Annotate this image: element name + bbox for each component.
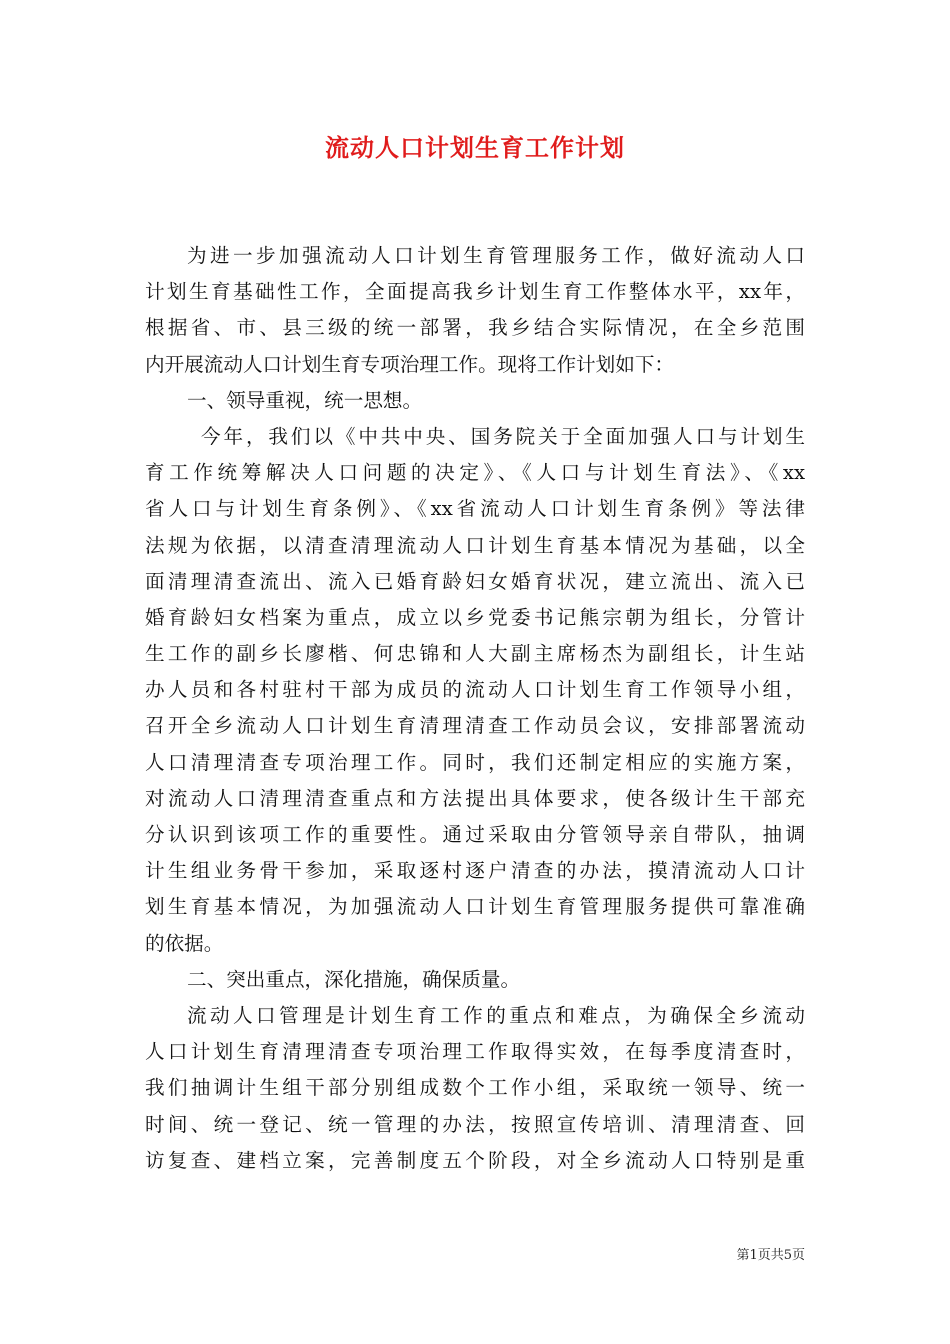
text-line: 今年，我们以《中共中央、国务院关于全面加强人口与计划生 (201, 424, 805, 448)
text-line: 计生组业务骨干参加，采取逐村逐户清查的办法，摸清流动人口计 (145, 859, 805, 883)
document-title: 流动人口计划生育工作计划 (325, 133, 625, 162)
text-line: 我们抽调计生组干部分别组成数个工作小组，采取统一领导、统一 (145, 1076, 805, 1100)
text-line: 计划生育基础性工作，全面提高我乡计划生育工作整体水平，xx年， (145, 280, 805, 304)
text-line: 二、突出重点，深化措施，确保质量。 (187, 967, 521, 991)
text-line: 法规为依据，以清查清理流动人口计划生育基本情况为基础，以全 (145, 533, 805, 557)
page-footer: 第1页共5页 (736, 1248, 805, 1263)
text-line: 一、领导重视，统一思想。 (187, 388, 423, 412)
text-line: 为进一步加强流动人口计划生育管理服务工作，做好流动人口 (187, 244, 805, 267)
text-line: 人口清理清查专项治理工作。同时，我们还制定相应的实施方案， (145, 750, 805, 774)
text-line: 对流动人口清理清查重点和方法提出具体要求，使各级计生干部充 (145, 786, 805, 810)
text-line: 召开全乡流动人口计划生育清理清查工作动员会议，安排部署流动 (145, 714, 805, 738)
text-line: 生工作的副乡长廖楷、何忠锦和人大副主席杨杰为副组长，计生站 (145, 642, 805, 666)
text-line: 的依据。 (145, 931, 224, 955)
text-line: 根据省、市、县三级的统一部署，我乡结合实际情况，在全乡范围 (145, 316, 805, 340)
text-line: 办人员和各村驻村干部为成员的流动人口计划生育工作领导小组， (145, 678, 805, 702)
text-line: 划生育基本情况，为加强流动人口计划生育管理服务提供可靠准确 (145, 895, 805, 919)
text-line: 省人口与计划生育条例》、《xx省流动人口计划生育条例》等法律 (145, 497, 805, 521)
text-line: 时间、统一登记、统一管理的办法，按照宣传培训、清理清查、回 (145, 1112, 805, 1136)
text-line: 育工作统筹解决人口问题的决定》、《人口与计划生育法》、《xx (145, 461, 805, 485)
text-line: 人口计划生育清理清查专项治理工作取得实效，在每季度清查时， (145, 1040, 805, 1064)
text-line: 访复查、建档立案，完善制度五个阶段，对全乡流动人口特别是重 (145, 1148, 805, 1172)
text-line: 面清理清查流出、流入已婚育龄妇女婚育状况，建立流出、流入已 (145, 569, 805, 593)
text-line: 婚育龄妇女档案为重点，成立以乡党委书记熊宗朝为组长，分管计 (145, 605, 805, 629)
text-line: 内开展流动人口计划生育专项治理工作。现将工作计划如下： (145, 352, 675, 376)
text-line: 流动人口管理是计划生育工作的重点和难点，为确保全乡流动 (187, 1003, 805, 1027)
document-body (145, 238, 805, 1179)
text-line: 分认识到该项工作的重要性。通过采取由分管领导亲自带队，抽调 (145, 823, 805, 846)
